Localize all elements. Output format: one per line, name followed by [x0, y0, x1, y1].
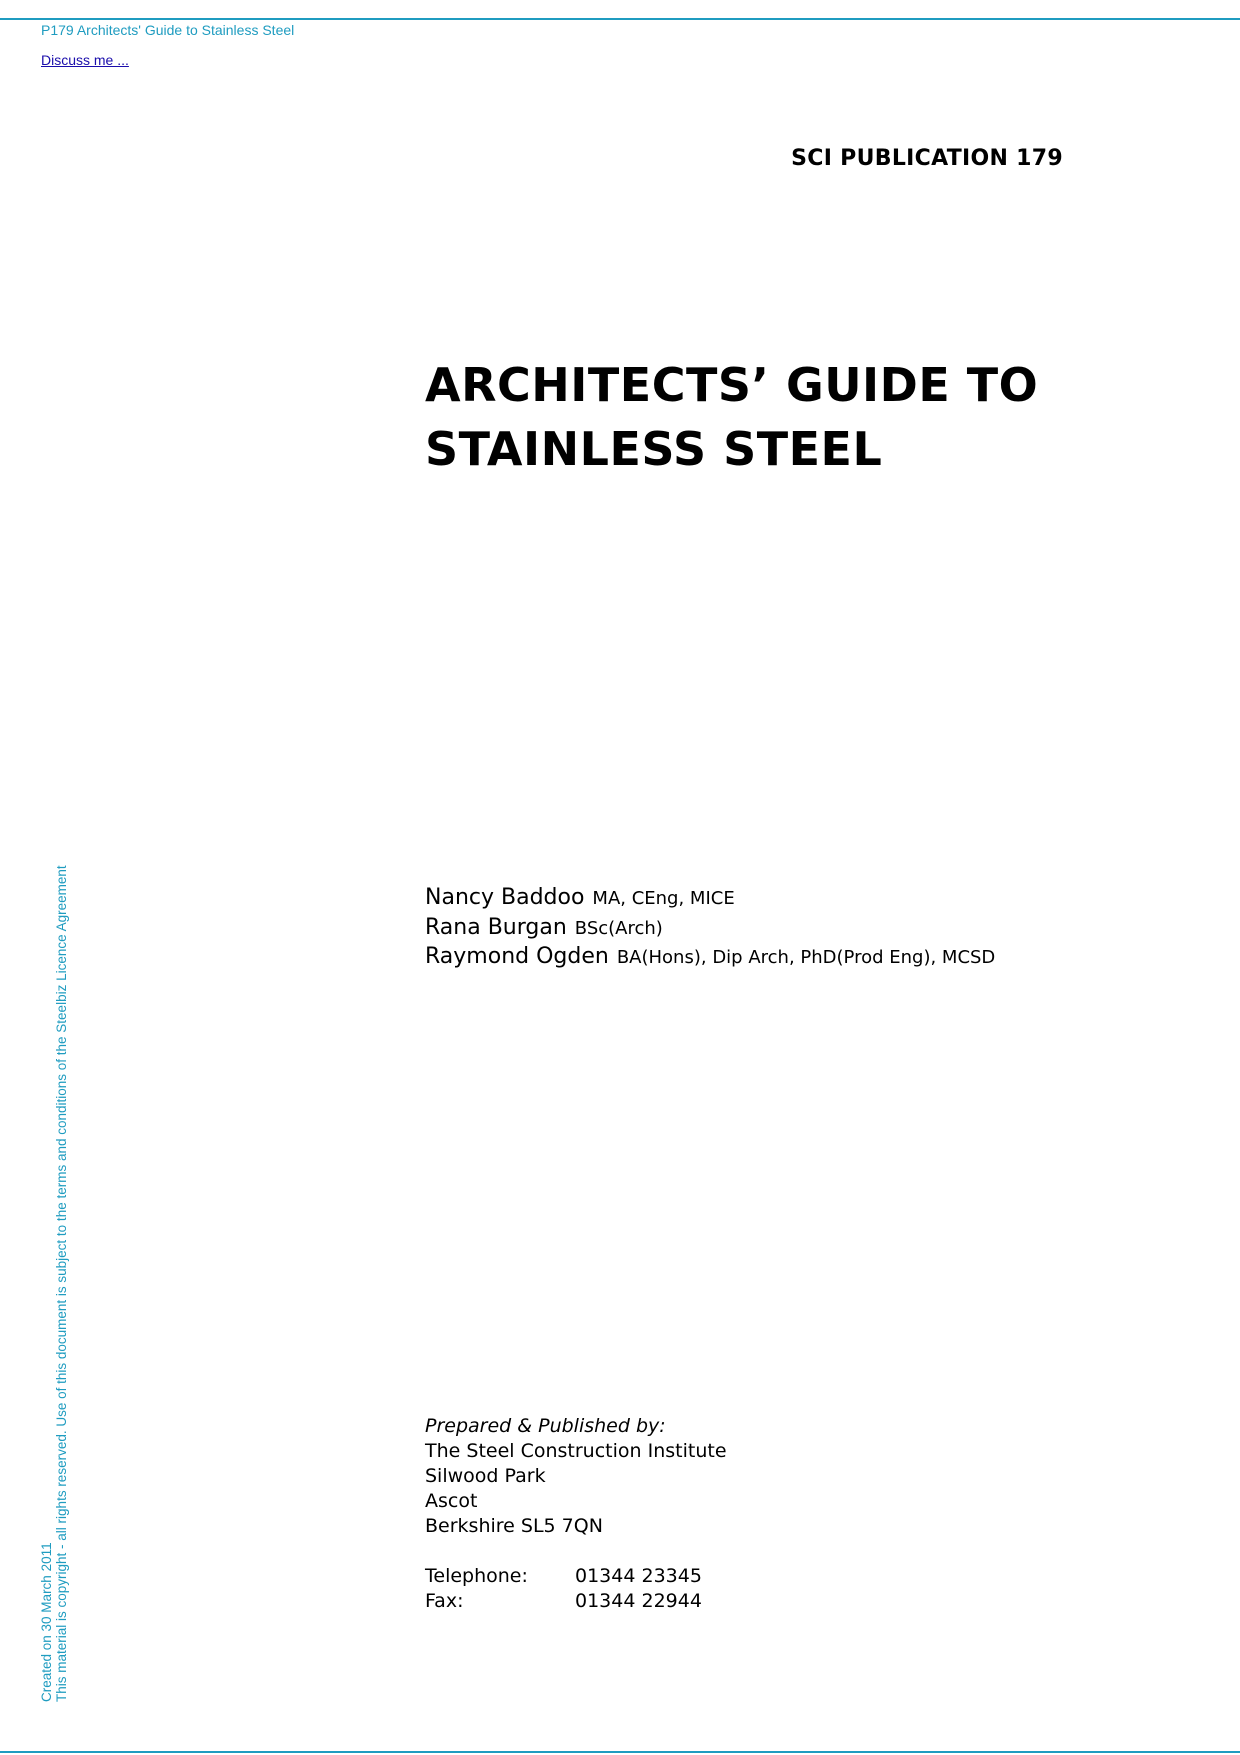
side-note-created: Created on 30 March 2011	[39, 1542, 54, 1702]
address-line: Berkshire SL5 7QN	[425, 1515, 603, 1537]
document-header-title: P179 Architects' Guide to Stainless Steel	[41, 22, 295, 38]
publication-number: SCI PUBLICATION 179	[791, 146, 1063, 171]
author-qualifications: BSc(Arch)	[574, 917, 663, 939]
author-item	[425, 942, 995, 972]
title-line-2: STAINLESS STEEL	[425, 422, 883, 476]
fax-number: 01344 22944	[575, 1590, 702, 1612]
prepared-by-label: Prepared & Published by:	[425, 1415, 666, 1437]
author-name: Raymond Ogden	[425, 944, 609, 969]
title-line-1: ARCHITECTS’ GUIDE TO	[425, 358, 1039, 412]
telephone-number: 01344 23345	[575, 1565, 702, 1587]
copyright-side-note	[39, 865, 69, 1702]
address-line: Ascot	[425, 1490, 478, 1512]
author-item	[425, 883, 995, 913]
author-item	[425, 913, 995, 943]
author-list	[425, 883, 995, 972]
fax-row	[425, 1589, 727, 1614]
telephone-row	[425, 1564, 727, 1589]
discuss-link[interactable]: Discuss me ...	[41, 52, 129, 68]
side-note-copyright: This material is copyright - all rights reserved. Use of this document is subject to the terms and conditions of the Steelbiz Licence Agreement	[54, 865, 69, 1702]
bottom-rule	[0, 1751, 1240, 1753]
author-qualifications: BA(Hons), Dip Arch, PhD(Prod Eng), MCSD	[616, 947, 996, 968]
author-qualifications: MA, CEng, MICE	[592, 888, 735, 909]
top-rule	[0, 18, 1240, 20]
telephone-label: Telephone:	[425, 1565, 528, 1587]
spacer	[425, 1539, 727, 1564]
author-name: Nancy Baddoo	[425, 885, 585, 910]
author-name: Rana Burgan	[425, 914, 567, 940]
publisher-block	[425, 1414, 727, 1614]
fax-label: Fax:	[425, 1590, 464, 1612]
page-title	[425, 353, 1038, 481]
publisher-name: The Steel Construction Institute	[425, 1440, 727, 1462]
address-line: Silwood Park	[425, 1465, 546, 1487]
